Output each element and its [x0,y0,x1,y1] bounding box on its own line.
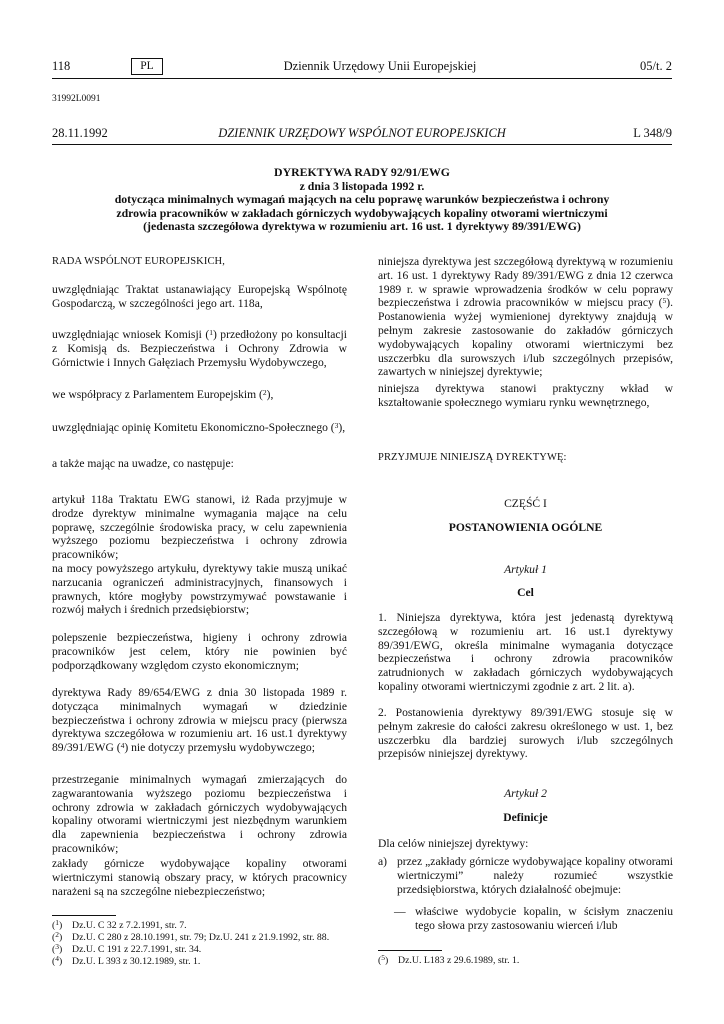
recital: uwzględniając Traktat ustanawiający Europejską Wspólnotę Gospodarczą, w szczególności jego art. 118a, [52,283,347,310]
article-intro: Dla celów niniejszej dyrektywy: [378,837,529,850]
footnote: ($^3$) Dz.U. C 191 z 22.7.1991, str. 34. [52,942,202,955]
header-rule [52,78,672,79]
title-line: DYREKTYWA RADY 92/91/EWG [274,165,450,179]
footnote-separator [378,950,442,951]
article-title: Definicje [503,811,548,824]
recital-text: dyrektywa Rady 89/654/EWG z dnia 30 listopada 1989 r. dotycząca minimalnych wymagań w dziedzinie bezpieczeństwa i ochrony zdrowia w miejscu pracy (pierwsza dyrektywa szczegółowa w rozumieniu art. 16 ust.1 dyrektywy 89/391/EWG ( [52,686,347,755]
dash-marker: — [394,905,406,918]
recital-text: ), [266,388,274,401]
celex-number: 31992L0091 [52,94,101,104]
footnote-ref: 2 [262,388,267,397]
footnote-number: 4 [55,954,60,963]
footnote-number: 3 [55,942,60,951]
footnote: ($^1$) Dz.U. C 32 z 7.2.1991, str. 7. [52,918,187,931]
dash-item: właściwe wydobycie kopalin, w ścisłym znaczeniu tego słowa przy zastosowaniu wierceń i/lub [415,905,673,932]
oj-reference: L 348/9 [633,126,672,140]
recital: przestrzeganie minimalnych wymagań zmierzających do zagwarantowania wyższego poziomu bezpieczeństwa i ochrony zdrowia w zakładach górniczych wydobywających kopaliny otworami wiertniczymi jest niezbędnym warunkiem dla zapewnienia bezpieczeństwa i ochrony zdrowia pracowników; [52,773,347,855]
footnote: ($^4$) Dz.U. L 393 z 30.12.1989, str. 1. [52,954,201,967]
language-badge: PL [131,58,163,75]
title-line: dotycząca minimalnych wymagań mających na celu poprawę warunków bezpieczeństwa i ochrony [114,192,610,206]
part-label: CZĘŚĆ I [504,497,547,510]
volume-number: 05/t. 2 [640,59,672,73]
footnote-ref: 5 [662,296,667,306]
recital-text: we współpracy z Parlamentem Europejskim ( [52,388,263,401]
recital [52,328,347,369]
title-line: zdrowia pracowników w zakładach górniczych wydobywających kopaliny otworami wiertniczymi [116,205,608,220]
article-paragraph: 1. Niniejsza dyrektywa, która jest jedenastą dyrektywą szczegółową w rozumieniu art. 16 ust.1 dyrektywy 89/391/EWG, określa minimalne wymagania dotyczące bezpieczeństwa i ochrony zdrowia pracowników zatrudnionych w zakładach górniczych wydobywających kopaliny otworami wiertniczymi zgodnie z art. 2 lit. a). [378,611,673,693]
recital: niniejsza dyrektywa stanowi praktyczny wkład w kształtowanie społecznego wymiaru rynku wewnętrznego, [378,382,673,409]
article-paragraph: 2. Postanowienia dyrektywy 89/391/EWG stosuje się w pełnym zakresie do całości zakresu określonego w ust. 1, bez uszczerbku dla bardziej surowych i/lub szczególnych przepisów niniejszej dyrektywy. [378,706,673,761]
directive-title [90,166,634,234]
recital: a także mając na uwadze, co następuje: [52,457,234,470]
recital-text: uwzględniając wniosek Komisji ( [52,328,210,341]
footnote-text: Dz.U. C 191 z 22.7.1991, str. 34. [72,944,202,955]
recital [52,686,347,755]
recital-text: ) przedłożony po konsultacji z Komisją ds. Bezpieczeństwa i Ochrony Zdrowia w Górnictwie i Innych Gałęziach Przemysłu Wydobywczego, [52,328,347,369]
footnote-text: Dz.U. L 393 z 30.12.1989, str. 1. [72,956,201,967]
footnote-ref: 1 [209,328,213,337]
footnote-ref: 4 [120,741,125,751]
footnote-separator [52,915,116,916]
recital [52,421,347,435]
recital [378,255,673,379]
oj-date: 28.11.1992 [52,126,108,140]
journal-title: Dziennik Urzędowy Unii Europejskiej [283,59,477,73]
footnote-number: 2 [55,930,60,939]
article-label: Artykuł 2 [504,787,547,800]
council-heading: RADA WSPÓLNOT EUROPEJSKICH, [52,256,225,267]
footnote-text: Dz.U. L183 z 29.6.1989, str. 1. [398,955,520,966]
recital: artykuł 118a Traktatu EWG stanowi, iż Rada przyjmuje w drodze dyrektyw minimalne wymagania mające na celu poprawę, szczególnie środowiska pracy, w celu zapewnienia wyższego poziomu bezpieczeństwa i ochrony zdrowia pracowników; [52,493,347,562]
recital-text: ), [338,421,346,434]
recital: zakłady górnicze wydobywające kopaliny otworami wiertniczymi stanowią obszary pracy, w których pracownicy narażeni są na szczególne niebezpieczeństwo; [52,857,347,898]
footnote-ref: 3 [334,421,339,430]
recital-text: ). Postanowienia wyżej wymienionej dyrektywy znajdują w pełnym zakresie zastosowanie do zakładów górniczych wydobywających kopaliny otworami wiertniczymi bez uszczerbku dla surowszych i/lub szczególnych przepisów, zawartych w niniejszej dyrektywie; [378,296,673,379]
recital: na mocy powyższego artykułu, dyrektywy takie muszą unikać narzucania ograniczeń administracyjnych, finansowych i prawnych, które mogłyby powstrzymywać powstawanie i rozwój małych i średnich przedsiębiorstw; [52,562,347,617]
list-marker: a) [378,855,388,868]
recital [52,388,347,402]
footnote-number: 5 [381,953,386,962]
footnote: ($^5$) Dz.U. L183 z 29.6.1989, str. 1. [378,953,520,966]
title-line: z dnia 3 listopada 1992 r. [299,178,425,193]
list-item: przez „zakłady górnicze wydobywające kopaliny otworami wiertniczymi” należy rozumieć wszystkie przedsiębiorstwa, których działalność obejmuje: [397,855,673,896]
part-title: POSTANOWIENIA OGÓLNE [448,521,603,534]
recital-text: ) nie dotyczy przemysłu wydobywczego; [124,741,315,755]
page-number: 118 [52,59,71,73]
recital: polepszenie bezpieczeństwa, higieny i ochrony zdrowia pracowników jest celem, który nie powinien być podporządkowany względom czysto ekonomicznym; [52,631,347,672]
article-label: Artykuł 1 [504,563,547,576]
footnote-number: 1 [55,918,60,927]
footnote-text: Dz.U. C 280 z 28.10.1991, str. 79; Dz.U. 241 z 21.9.1992, str. 88. [72,932,330,943]
article-title: Cel [517,586,534,599]
oj-journal-title: DZIENNIK URZĘDOWY WSPÓLNOT EUROPEJSKICH [218,126,506,140]
title-line: (jedenasta szczegółowa dyrektywa w rozumieniu art. 16 ust. 1 dyrektywy 89/391/EWG) [143,219,581,233]
adopts-heading: PRZYJMUJE NINIEJSZĄ DYREKTYWĘ: [378,452,567,463]
recital-text: niniejsza dyrektywa jest szczegółową dyrektywą w rozumieniu art. 16 ust. 1 dyrektywy Rady 89/391/EWG z dnia 12 czerwca 1989 r. w sprawie wprowadzenia środków w celu poprawy bezpieczeństwa i zdrowia pracowników w miejscu pracy ( [378,255,673,310]
recital-text: uwzględniając opinię Komitetu Ekonomiczno-Społecznego ( [52,421,335,434]
footnote-text: Dz.U. C 32 z 7.2.1991, str. 7. [72,920,187,931]
footnote: ($^2$) Dz.U. C 280 z 28.10.1991, str. 79; Dz.U. 241 z 21.9.1992, str. 88. [52,930,330,943]
oj-header-rule [52,144,672,145]
